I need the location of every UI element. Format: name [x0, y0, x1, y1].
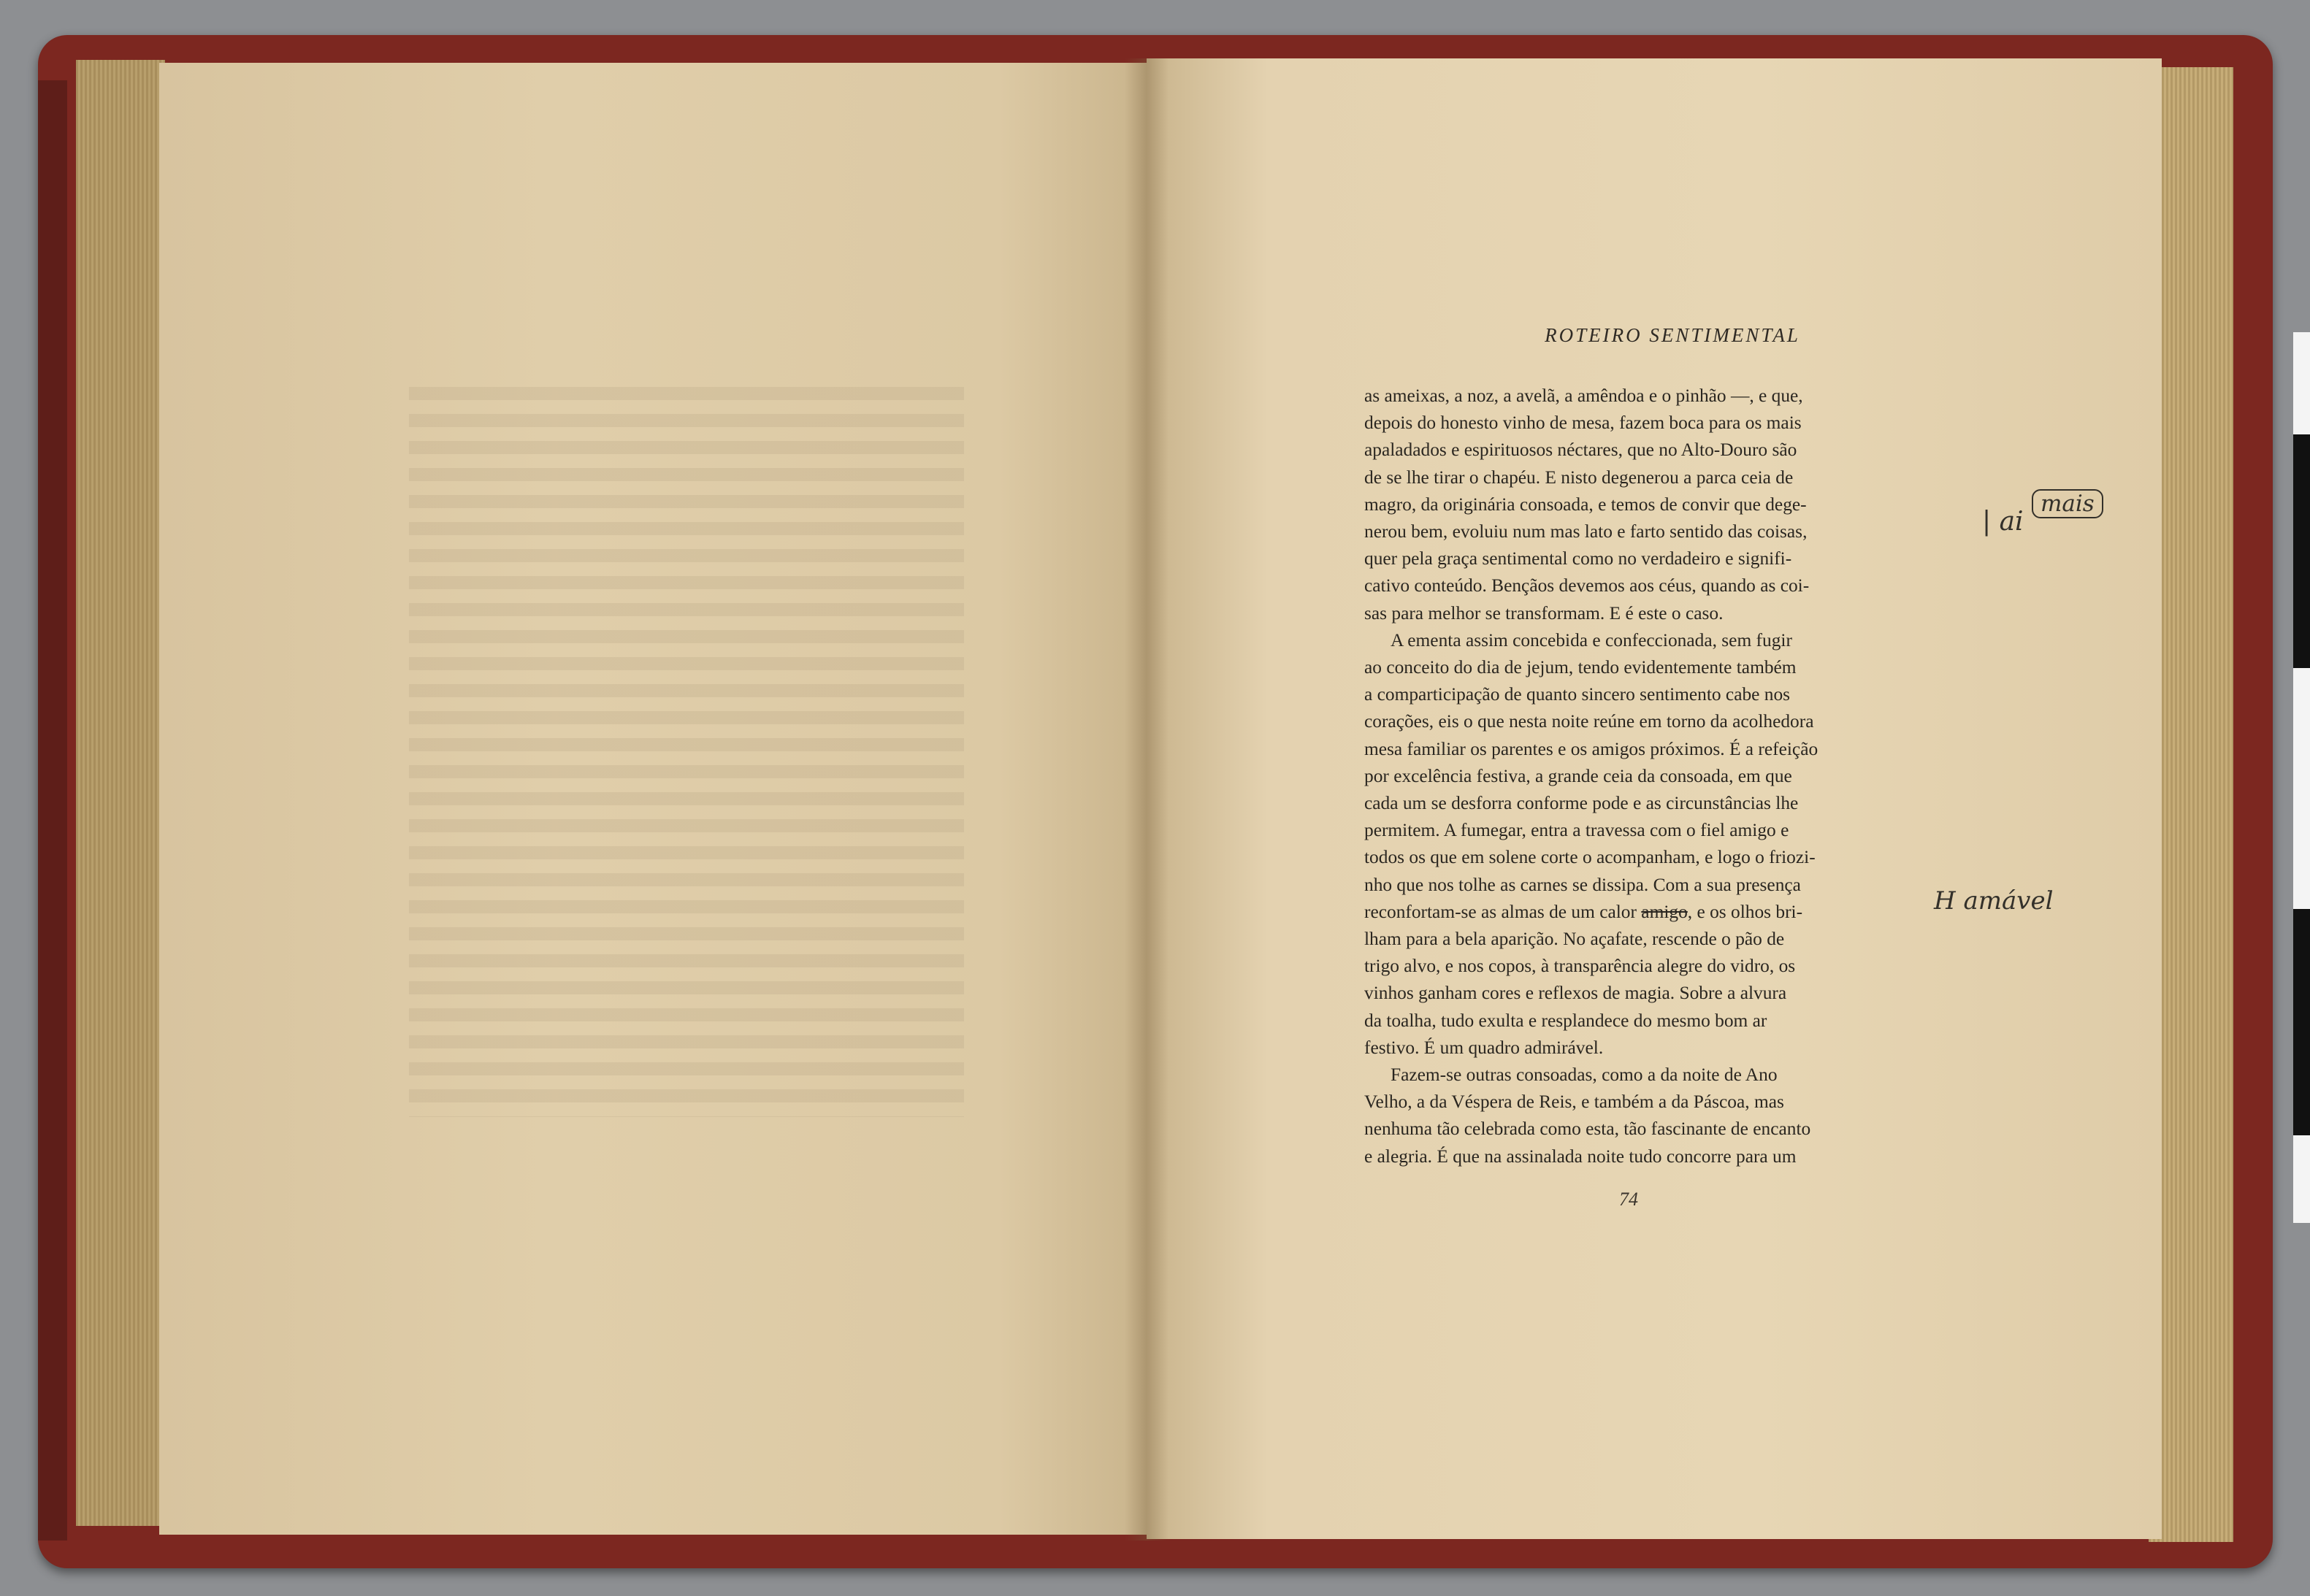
text-line: vinhos ganham cores e reflexos de magia. Sobre a alvura — [1364, 983, 1787, 1004]
text-line: lham para a bela aparição. No açafate, rescende o pão de — [1364, 929, 1785, 950]
cover-binding — [38, 80, 67, 1541]
book-gutter — [1125, 58, 1169, 1541]
text-line: cada um se desforra conforme pode e as circunstâncias lhe — [1364, 793, 1799, 814]
text-line: permitem. A fumegar, entra a travessa com o fiel amigo e — [1364, 820, 1789, 841]
text-line: corações, eis o que nesta noite reúne em torno da acolhedora — [1364, 711, 1814, 732]
text-line-with-correction — [1364, 899, 1896, 926]
left-page-edges — [76, 60, 165, 1526]
scan-ruler — [2293, 332, 2310, 1223]
text-line: todos os que em solene corte o acompanham, e logo o friozi- — [1364, 847, 1816, 868]
margin-note-boxed-word: mais — [2032, 489, 2103, 518]
text-line: ao conceito do dia de jejum, tendo evidentemente também — [1364, 657, 1797, 678]
text-line: apaladados e espirituosos néctares, que no Alto-Douro são — [1364, 440, 1797, 461]
text-line: as ameixas, a noz, a avelã, a amêndoa e o pinhão —, e que, — [1364, 385, 1803, 406]
text-line: magro, da originária consoada, e temos de convir que dege- — [1364, 494, 1807, 515]
text-line: mesa familiar os parentes e os amigos próximos. É a refeição — [1364, 738, 1818, 759]
text-line: e alegria. É que na assinalada noite tudo concorre para um — [1364, 1146, 1797, 1167]
text-line: nho que nos tolhe as carnes se dissipa. Com a sua presença — [1364, 874, 1801, 895]
text-line: por excelência festiva, a grande ceia da consoada, em que — [1364, 765, 1792, 786]
text-line: nenhuma tão celebrada como esta, tão fascinante de encanto — [1364, 1119, 1811, 1140]
text-line: A ementa assim concebida e confeccionada, sem fugir — [1391, 629, 1792, 651]
line-segment: reconfortam-se as almas de um calor — [1364, 901, 1642, 922]
running-head: ROTEIRO SENTIMENTAL — [1545, 324, 1800, 346]
text-line: da toalha, tudo exulta e resplandece do mesmo bom ar — [1364, 1010, 1767, 1031]
text-line: sas para melhor se transformam. E é este o caso. — [1364, 602, 1724, 624]
struck-word: amigo — [1641, 901, 1688, 922]
text-line: nerou bem, evoluiu num mas lato e farto sentido das coisas, — [1364, 521, 1808, 542]
show-through-text — [409, 387, 964, 1117]
text-line: cativo conteúdo. Bençãos devemos aos céus, quando as coi- — [1364, 575, 1810, 596]
text-line: trigo alvo, e nos copos, à transparência alegre do vidro, os — [1364, 956, 1796, 977]
text-line: festivo. É um quadro admirável. — [1364, 1037, 1604, 1058]
margin-note-correction: H amável — [1934, 886, 2054, 916]
line-segment: , e os olhos bri- — [1687, 901, 1803, 922]
body-text — [1364, 383, 1896, 1170]
text-line: de se lhe tirar o chapéu. E nisto degenerou a parca ceia de — [1364, 467, 1794, 488]
text-line: Fazem-se outras consoadas, como a da noite de Ano — [1391, 1064, 1778, 1086]
text-line: a comparticipação de quanto sincero sentimento cabe nos — [1364, 684, 1791, 705]
text-line: quer pela graça sentimental como no verdadeiro e signifi- — [1364, 548, 1792, 569]
margin-note-prefix: | ai — [1982, 507, 2024, 537]
text-line: depois do honesto vinho de mesa, fazem boca para os mais — [1364, 413, 1802, 434]
page-number: 74 — [1619, 1189, 1638, 1210]
text-line: Velho, a da Véspera de Reis, e também a da Páscoa, mas — [1364, 1092, 1784, 1113]
